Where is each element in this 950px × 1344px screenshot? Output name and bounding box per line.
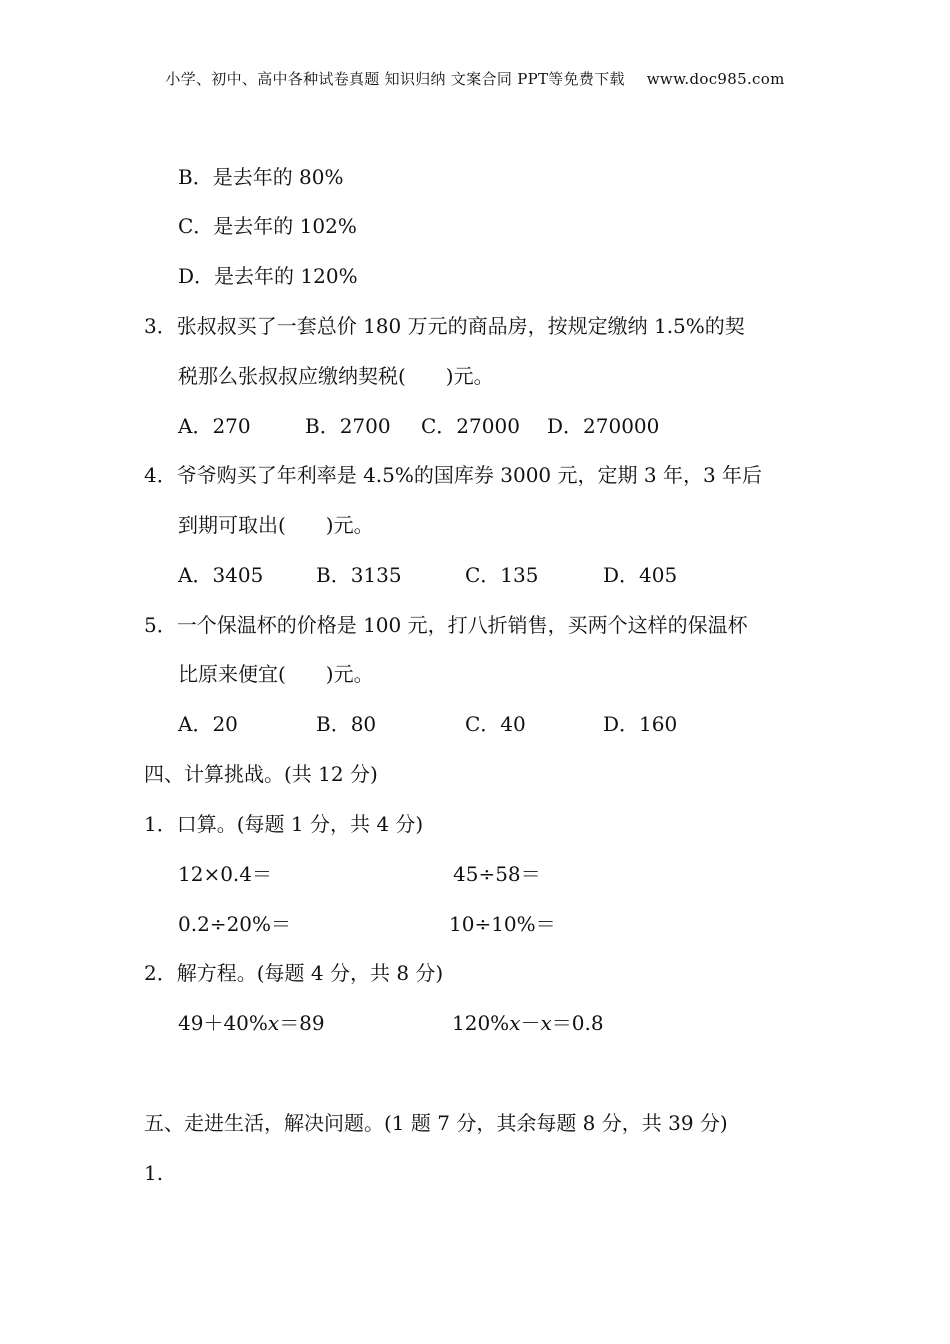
q2-option-d: D．是去年的 120%: [178, 264, 358, 288]
oral-calc-4: 10÷10%＝: [449, 912, 556, 936]
equation-2-minus: －: [520, 1011, 541, 1035]
header-title: 小学、初中、高中各种试卷真题 知识归纳 文案合同 PPT等免费下载: [165, 70, 625, 88]
page-header: [0, 68, 950, 89]
equation-1-variable: x: [267, 1011, 280, 1035]
section4-title: 四、计算挑战。(共 12 分): [144, 762, 378, 786]
q3-stem-line2: 税那么张叔叔应缴纳契税( )元。: [178, 364, 494, 388]
q5-options: [0, 710, 950, 738]
q5-option-a: A．20: [178, 712, 238, 736]
q4-option-d: D．405: [603, 563, 678, 587]
q3-stem-line1: 3．张叔叔买了一套总价 180 万元的商品房，按规定缴纳 1.5%的契: [144, 314, 745, 338]
q4-stem-line1: 4．爷爷购买了年利率是 4.5%的国库券 3000 元，定期 3 年，3 年后: [144, 463, 763, 487]
q5-option-b: B．80: [316, 712, 377, 736]
oral-calc-1: 12×0.4＝: [178, 862, 273, 886]
q3-option-a: A．270: [178, 414, 251, 438]
q3-option-b: B．2700: [305, 414, 391, 438]
q4-option-c: C．135: [465, 563, 539, 587]
q4-options: [0, 561, 950, 589]
q3-option-d: D．270000: [547, 414, 660, 438]
q3-option-c: C．27000: [421, 414, 520, 438]
q2-option-c: C．是去年的 102%: [178, 214, 357, 238]
oral-calc-3: 0.2÷20%＝: [178, 912, 292, 936]
q4-stem-line2: 到期可取出( )元。: [178, 513, 374, 537]
equation-2: [452, 1009, 604, 1037]
q5-option-c: C．40: [465, 712, 526, 736]
oral-calc-2: 45÷58＝: [453, 862, 541, 886]
equation-2-variable-1: x: [509, 1011, 521, 1035]
section5-title: 五、走进生活，解决问题。(1 题 7 分，其余每题 8 分，共 39 分): [144, 1111, 728, 1135]
section4-sub2-title: 2．解方程。(每题 4 分，共 8 分): [144, 961, 444, 985]
equation-1-part-a: 49＋40%: [178, 1011, 268, 1035]
q5-stem-line2: 比原来便宜( )元。: [178, 662, 374, 686]
equation-2-part-a: 120%: [452, 1011, 510, 1035]
equation-1-part-b: ＝89: [279, 1011, 325, 1035]
q2-option-b: B．是去年的 80%: [178, 165, 344, 189]
equation-1: [178, 1009, 325, 1037]
equation-2-part-b: ＝0.8: [551, 1011, 604, 1035]
header-url: www.doc985.com: [646, 70, 785, 88]
equation-2-variable-2: x: [540, 1011, 552, 1035]
section4-sub1-title: 1．口算。(每题 1 分，共 4 分): [144, 812, 424, 836]
q3-options: [0, 412, 950, 440]
q5-option-d: D．160: [603, 712, 678, 736]
section5-q1-label: 1.: [144, 1161, 164, 1185]
q5-stem-line1: 5．一个保温杯的价格是 100 元，打八折销售，买两个这样的保温杯: [144, 613, 748, 637]
q4-option-a: A．3405: [178, 563, 264, 587]
q4-option-b: B．3135: [316, 563, 402, 587]
